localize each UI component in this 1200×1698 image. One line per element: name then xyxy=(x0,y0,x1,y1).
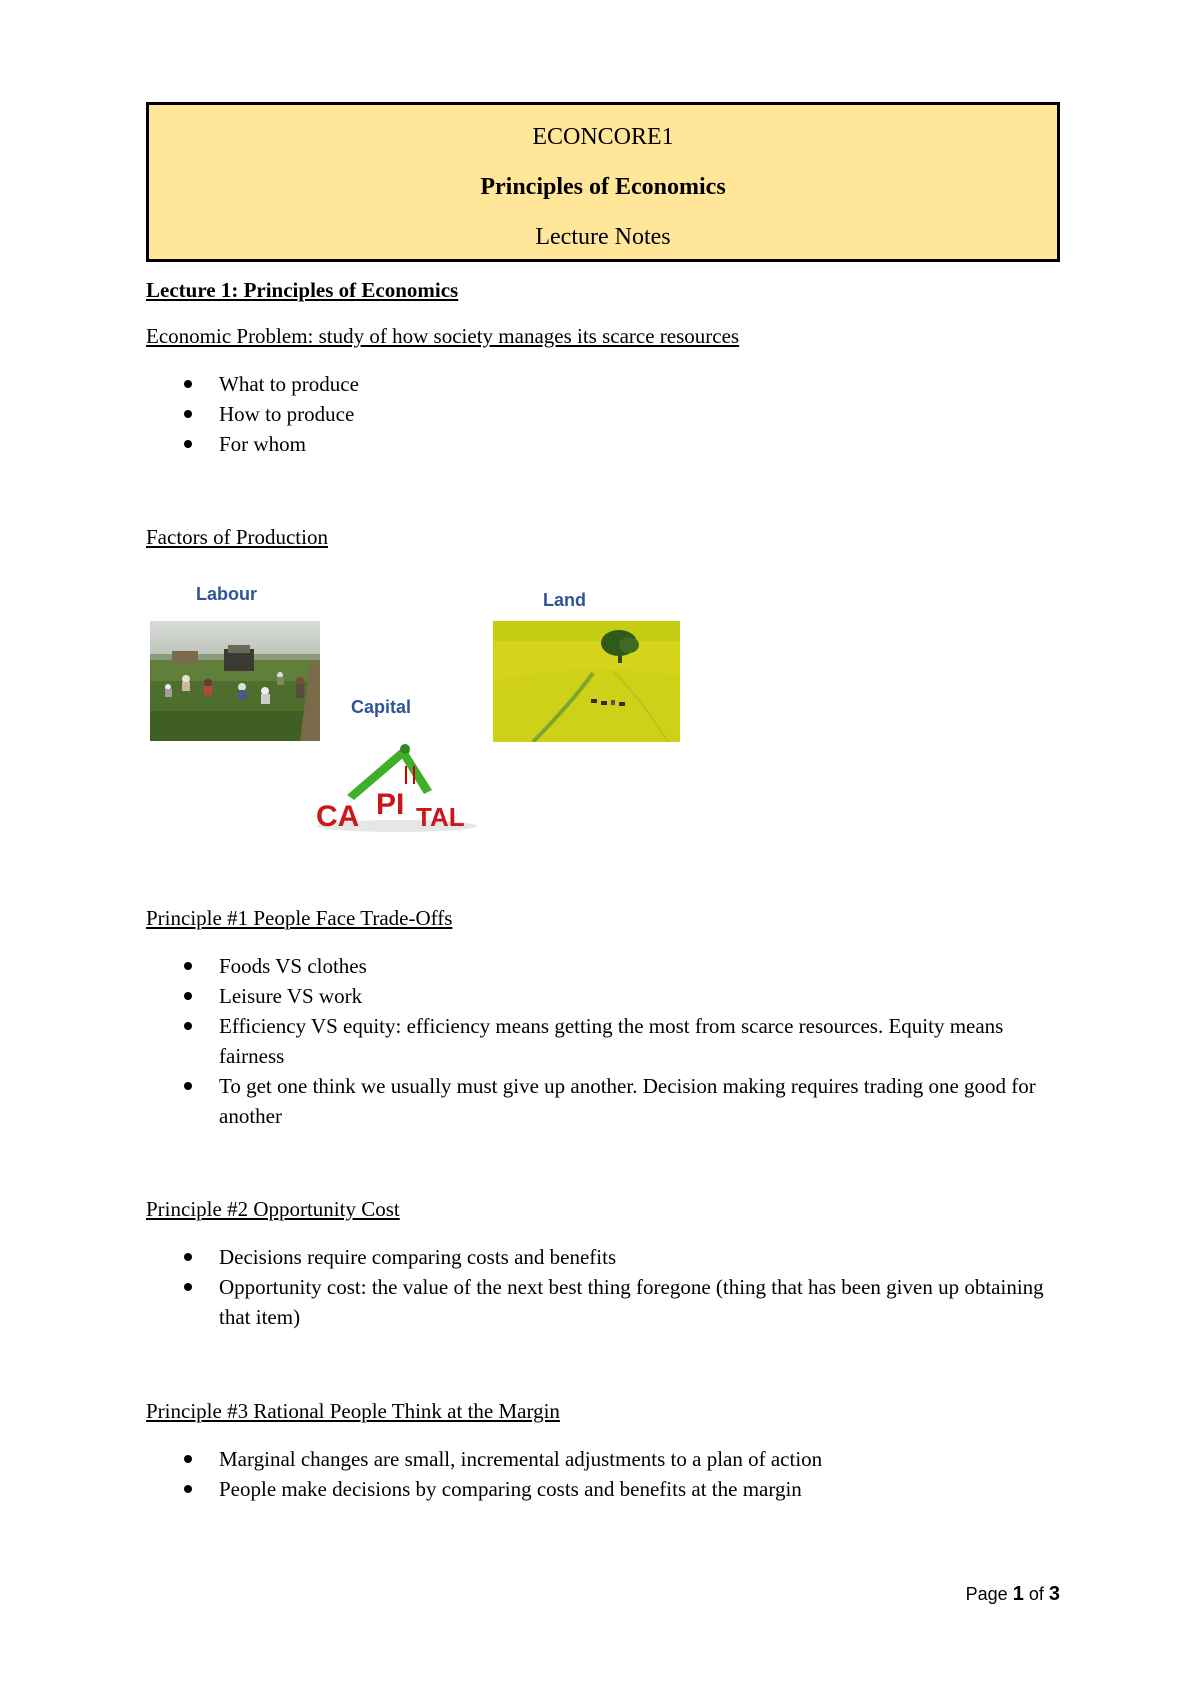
principle2-list xyxy=(146,1242,1066,1332)
bullet-icon xyxy=(184,1022,192,1030)
title-box xyxy=(146,102,1060,262)
bullet-icon xyxy=(184,1455,192,1463)
capital-image xyxy=(312,740,492,836)
principle2-heading: Principle #2 Opportunity Cost xyxy=(146,1197,400,1221)
svg-text:CA: CA xyxy=(316,800,360,833)
page-number: 1 xyxy=(1012,1583,1024,1605)
course-title: Principles of Economics xyxy=(480,174,726,200)
principle1-list xyxy=(146,951,1066,1131)
bullet-icon xyxy=(184,440,192,448)
lecture-title: Lecture 1: Principles of Economics xyxy=(146,278,459,302)
list-item: Decisions require comparing costs and benefits xyxy=(146,1242,1066,1272)
capital-label: Capital xyxy=(351,697,412,717)
list-item: Leisure VS work xyxy=(146,981,1066,1011)
bullet-icon xyxy=(184,962,192,970)
list-item: Opportunity cost: the value of the next best thing foregone (thing that has been given up obtaining that item) xyxy=(146,1272,1066,1332)
principle3-heading: Principle #3 Rational People Think at the Margin xyxy=(146,1399,560,1423)
factors-heading: Factors of Production xyxy=(146,525,328,549)
bullet-icon xyxy=(184,1485,192,1493)
economic-problem-heading: Economic Problem: study of how society manages its scarce resources xyxy=(146,324,740,348)
page-total: 3 xyxy=(1048,1583,1060,1605)
bullet-icon xyxy=(184,992,192,1000)
list-item: People make decisions by comparing costs and benefits at the margin xyxy=(146,1474,1066,1504)
list-item: For whom xyxy=(146,429,1066,459)
list-item: How to produce xyxy=(146,399,1066,429)
list-item: Marginal changes are small, incremental adjustments to a plan of action xyxy=(146,1444,1066,1474)
page-footer xyxy=(940,1583,1060,1606)
list-item: Efficiency VS equity: efficiency means getting the most from scarce resources. Equity means fairness xyxy=(146,1011,1066,1071)
principle3-list xyxy=(146,1444,1066,1504)
bullet-icon xyxy=(184,380,192,388)
of-word: of xyxy=(1028,1584,1044,1604)
list-item: To get one think we usually must give up another. Decision making requires trading one good for another xyxy=(146,1071,1066,1131)
bullet-icon xyxy=(184,1283,192,1291)
labour-image xyxy=(150,621,320,741)
bullet-icon xyxy=(184,1082,192,1090)
land-image xyxy=(493,621,680,742)
labour-label: Labour xyxy=(196,584,257,604)
bullet-icon xyxy=(184,1253,192,1261)
course-code: ECONCORE1 xyxy=(532,124,674,150)
land-label: Land xyxy=(543,590,586,610)
list-item: Foods VS clothes xyxy=(146,951,1066,981)
list-item: What to produce xyxy=(146,369,1066,399)
svg-text:PI: PI xyxy=(376,788,405,821)
principle1-heading: Principle #1 People Face Trade-Offs xyxy=(146,906,453,930)
document-type: Lecture Notes xyxy=(535,224,671,250)
bullet-icon xyxy=(184,410,192,418)
svg-text:TAL: TAL xyxy=(416,802,465,832)
economic-problem-list xyxy=(146,369,1066,459)
page-word: Page xyxy=(965,1584,1008,1604)
